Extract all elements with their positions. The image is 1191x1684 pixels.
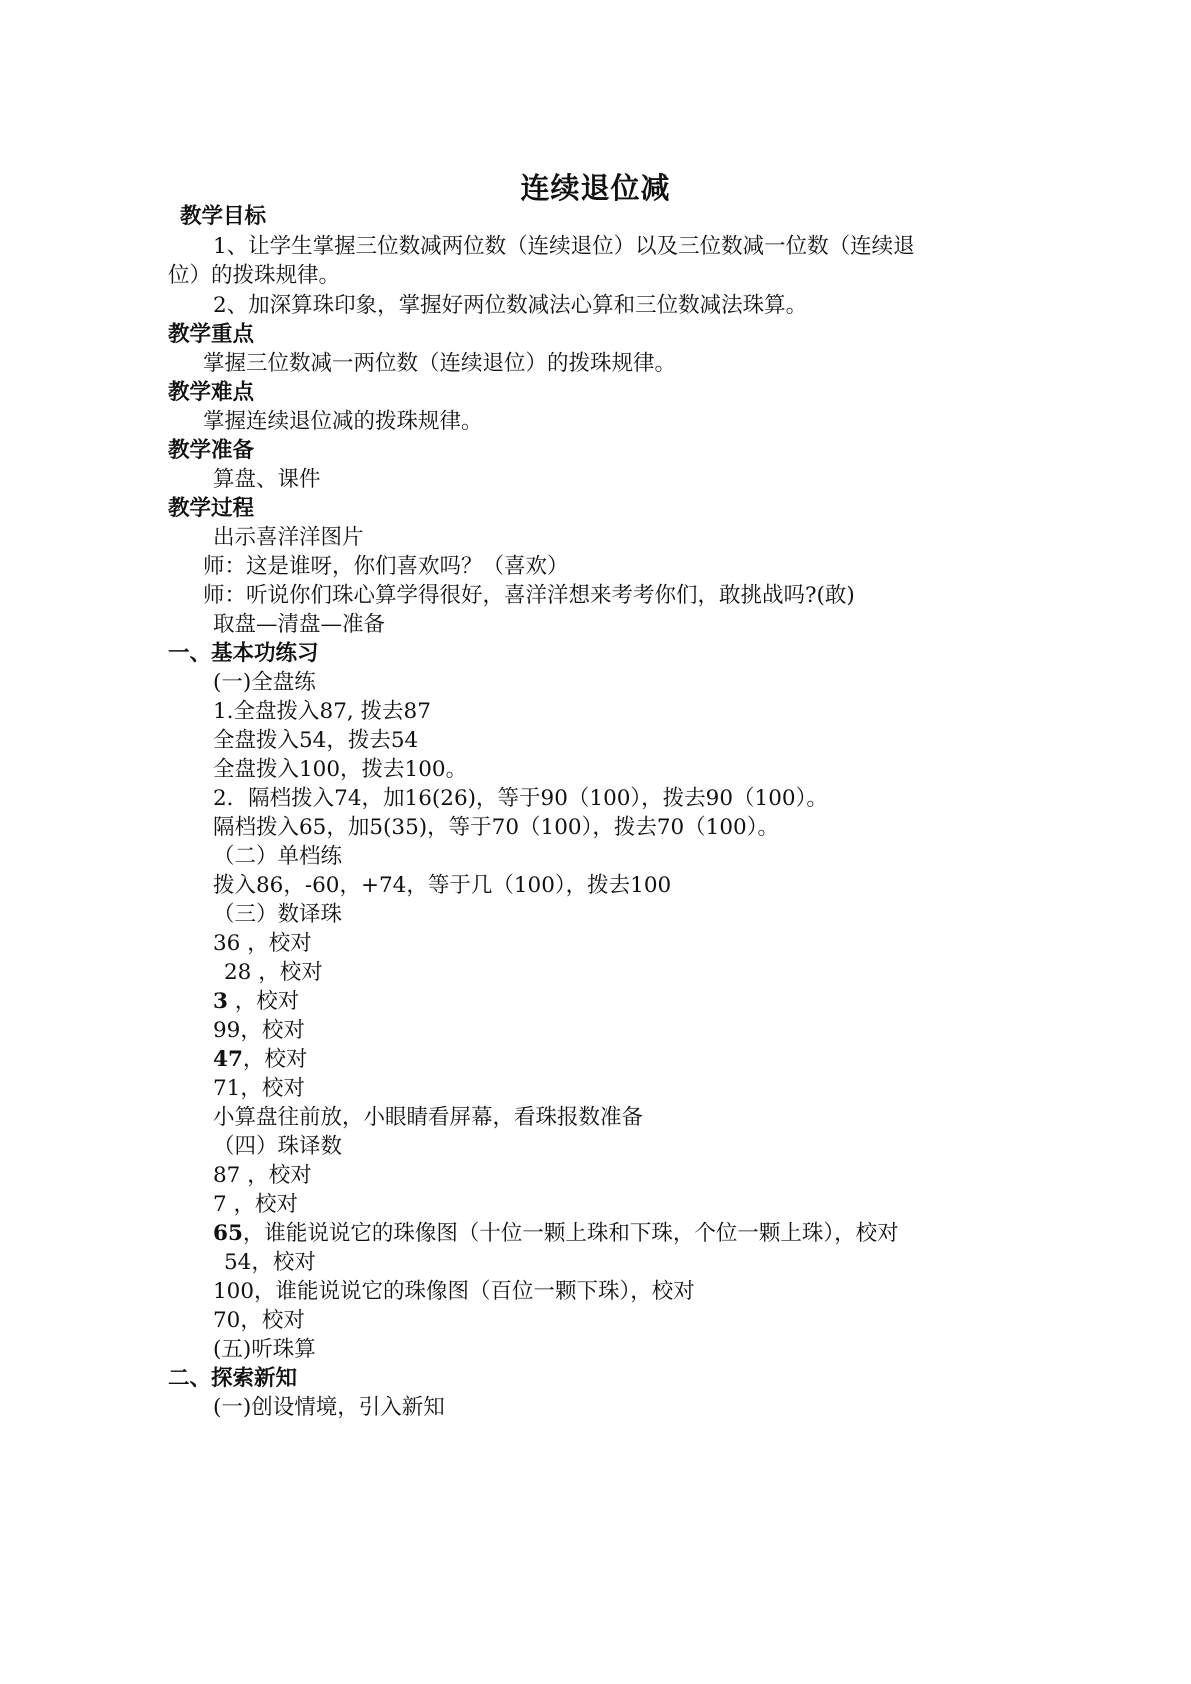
page-title: 连续退位减 [520,171,671,205]
number-check-line [213,1190,298,1220]
number-check-line [213,1045,307,1075]
number-value: 99 [213,1018,241,1043]
exercise-line: 全盘拨入54，拨去54 [213,728,419,753]
preparation-text: 算盘、课件 [213,467,321,492]
subsection-heading: （二）单档练 [213,844,343,869]
difficulty-heading: 教学难点 [168,380,255,405]
number-check-line [213,987,299,1017]
subsection-heading: (一)全盘练 [213,670,316,695]
check-text: ，谁能说说它的珠像图（十位一颗上珠和下珠，个位一颗上珠），校对 [242,1221,899,1246]
check-text: ，校对 [240,1308,305,1333]
number-value: 36 [213,931,241,956]
subsection-heading: （三）数译珠 [213,902,343,927]
section-2-heading: 二、探索新知 [168,1366,298,1391]
check-text: ，校对 [226,1192,299,1217]
exercise-line: 隔档拨入65，加5(35)，等于70（100），拨去70（100）。 [213,815,779,840]
exercise-line: 1.全盘拨入87, 拨去87 [213,699,431,724]
number-check-line [213,1219,899,1249]
number-check-line [224,1248,316,1278]
key-point-heading: 教学重点 [168,322,255,347]
check-text: ，校对 [240,1163,312,1188]
section-1-heading: 一、基本功练习 [168,641,319,666]
check-text: ，校对 [251,1250,316,1275]
process-line: 取盘—清盘—准备 [213,612,386,637]
number-check-line [213,1016,305,1046]
exercise-line: 2．隔档拨入74，加16(26)，等于90（100），拨去90（100）。 [213,786,828,811]
process-line: 出示喜洋洋图片 [213,525,364,550]
check-text: ，校对 [242,1047,308,1072]
number-check-line [213,1277,695,1307]
subsection-heading: (一)创设情境，引入新知 [213,1395,445,1420]
number-value: 54 [224,1250,252,1275]
preparation-heading: 教学准备 [168,438,255,463]
instruction-line: 小算盘往前放，小眼睛看屏幕，看珠报数准备 [213,1105,644,1130]
check-text: ，校对 [240,1018,305,1043]
number-check-line [213,1306,305,1336]
number-value: 65 [213,1221,243,1246]
number-check-line [224,958,323,988]
goals-line-2: 2、加深算珠印象，掌握好两位数减法心算和三位数减法珠算。 [213,293,808,318]
check-text: ，校对 [240,931,312,956]
goals-line-1: 1、让学生掌握三位数减两位数（连续退位）以及三位数减一位数（连续退 [213,234,915,259]
exercise-line: 拨入86，-60，+74，等于几（100），拨去100 [213,873,672,898]
number-value: 100 [213,1279,255,1304]
subsection-heading: (五)听珠算 [213,1337,316,1362]
goals-line-1-continued: 位）的拨珠规律。 [168,263,341,288]
exercise-line: 全盘拨入100，拨去100。 [213,757,468,782]
number-value: 3 [213,989,228,1014]
number-value: 71 [213,1076,241,1101]
number-value: 70 [213,1308,241,1333]
difficulty-text: 掌握连续退位减的拨珠规律。 [203,409,483,434]
check-text: ，校对 [240,1076,305,1101]
check-text: ，校对 [251,960,323,985]
key-point-text: 掌握三位数减一两位数（连续退位）的拨珠规律。 [203,351,677,376]
number-check-line [213,1161,312,1191]
process-line: 师：这是谁呀，你们喜欢吗？（喜欢） [203,554,569,579]
check-text: ，校对 [227,989,300,1014]
number-check-line [213,1074,305,1104]
number-value: 28 [224,960,252,985]
number-value: 7 [213,1192,227,1217]
number-value: 47 [213,1047,243,1072]
subsection-heading: （四）珠译数 [213,1134,343,1159]
check-text: ，谁能说说它的珠像图（百位一颗下珠），校对 [254,1279,695,1304]
number-value: 87 [213,1163,241,1188]
number-check-line [213,929,312,959]
process-heading: 教学过程 [168,496,255,521]
process-line: 师：听说你们珠心算学得很好，喜洋洋想来考考你们，敢挑战吗?(敢) [203,583,855,608]
goals-heading: 教学目标 [180,204,267,229]
